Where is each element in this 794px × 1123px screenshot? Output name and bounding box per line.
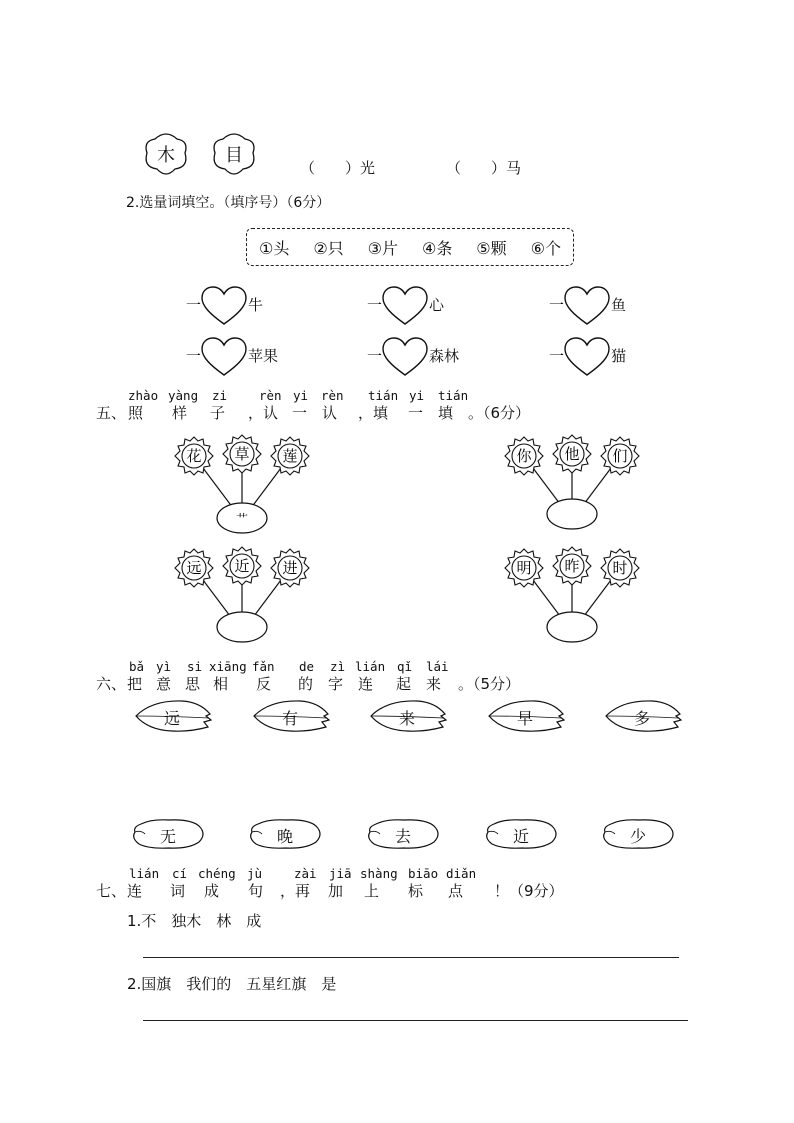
heart-item-xin xyxy=(367,286,487,326)
flower-icon xyxy=(505,437,543,475)
cloud-char-2: 目 xyxy=(225,145,243,166)
q6-py-4: fǎn xyxy=(252,659,275,674)
flower-char: 你 xyxy=(516,447,532,465)
q2-title: 2.选量词填空。（填序号）（6分） xyxy=(126,195,331,211)
leaf-char-1: 远 xyxy=(164,709,181,728)
center-radical: 艹 xyxy=(235,512,249,526)
q7-py-3: jù xyxy=(247,866,263,881)
q7-hz-8: 点 xyxy=(448,882,464,900)
yi-label: 一 xyxy=(367,296,383,314)
q5-hz-3: ，认 xyxy=(248,404,279,422)
q5-py-5: rèn xyxy=(321,388,344,403)
center-oval[interactable] xyxy=(547,499,597,529)
flower-char: 明 xyxy=(516,559,532,577)
flower-icon xyxy=(271,549,309,587)
yi-label: 一 xyxy=(367,347,383,365)
heart-blank-icon[interactable] xyxy=(563,337,611,377)
leaf-char-5: 多 xyxy=(634,709,651,728)
q7-sentence-1: 1.不 独木 林 成 xyxy=(127,912,262,930)
q5-py-7: yi xyxy=(409,388,425,403)
flower-char: 莲 xyxy=(282,447,298,465)
q6-hz-6: 字 xyxy=(328,675,344,693)
heart-item-yu xyxy=(549,286,669,326)
item-word: 苹果 xyxy=(248,347,279,365)
q7-py-4: zài xyxy=(294,866,317,881)
heart-blank-icon[interactable] xyxy=(200,337,248,377)
leaf-char-4: 早 xyxy=(517,709,534,728)
heart-blank-icon[interactable] xyxy=(381,286,429,326)
leaf-char-2: 有 xyxy=(282,709,299,728)
q7-py-2: chéng xyxy=(198,866,236,881)
q6-py-1: yì xyxy=(156,659,172,674)
heart-blank-icon[interactable] xyxy=(563,286,611,326)
flower-icon xyxy=(553,435,591,473)
q6-hz-0: 把 xyxy=(127,675,143,693)
q5-hz-0: 照 xyxy=(128,404,144,422)
q7-py-5: jiā xyxy=(329,866,352,881)
flower-char: 远 xyxy=(186,559,202,577)
center-oval[interactable] xyxy=(547,612,597,642)
leaf-char-3: 来 xyxy=(399,709,416,728)
q7-hz-6: 上 xyxy=(364,882,380,900)
q6-hz-5: 的 xyxy=(298,675,314,693)
q5-heading xyxy=(96,388,556,428)
flower-char: 近 xyxy=(234,557,250,575)
q6-py-7: lián xyxy=(355,659,386,674)
flower-char: 花 xyxy=(186,447,202,465)
q7-py-8: diǎn xyxy=(446,866,477,881)
flower-icon xyxy=(223,435,261,473)
flower-tree-group-4 xyxy=(500,544,650,648)
choice-4: ④条 xyxy=(421,238,453,258)
q6-py-8: qǐ xyxy=(397,659,413,674)
q5-hz-1: 样 xyxy=(172,404,188,422)
q6-py-0: bǎ xyxy=(129,659,145,674)
q6-py-9: lái xyxy=(426,659,449,674)
heart-item-niu xyxy=(186,286,306,326)
q6-label: 六、 xyxy=(96,675,127,693)
blank-guang: （ ）光 xyxy=(300,159,376,177)
cloud-char-bottom-3: 去 xyxy=(395,827,412,846)
q7-hz-2: 成 xyxy=(204,882,220,900)
flower-icon xyxy=(553,547,591,585)
measure-word-choices xyxy=(246,228,574,266)
heart-blank-icon[interactable] xyxy=(200,286,248,326)
q7-py-0: lián xyxy=(129,866,160,881)
flower-tree-group-3 xyxy=(170,544,320,648)
cloud-char-bottom-2: 晚 xyxy=(277,827,294,846)
q5-py-2: zi xyxy=(212,388,228,403)
flower-char: 进 xyxy=(282,559,298,577)
q6-py-6: zì xyxy=(330,659,346,674)
q6-hz-2: 思 xyxy=(185,675,201,693)
flower-icon xyxy=(505,549,543,587)
flower-char: 时 xyxy=(612,559,628,577)
q6-hz-3: 相 xyxy=(213,675,229,693)
q7-sentence-2: 2.国旗 我们的 五星红旗 是 xyxy=(127,975,337,993)
choice-1: ①头 xyxy=(258,238,290,258)
q5-hz-5: 认 xyxy=(322,404,338,422)
heart-item-pingguo xyxy=(186,337,306,377)
q5-suffix: 。（6分） xyxy=(468,404,531,422)
q6-hz-8: 起 xyxy=(396,675,412,693)
cloud-char-1: 木 xyxy=(157,145,175,166)
q7-hz-5: 加 xyxy=(328,882,344,900)
q5-py-0: zhào xyxy=(128,388,159,403)
q7-py-1: cí xyxy=(172,866,188,881)
q5-py-8: tián xyxy=(438,388,469,403)
choice-2: ②只 xyxy=(313,238,344,258)
q5-py-3: rèn xyxy=(259,388,282,403)
flower-icon xyxy=(601,437,639,475)
center-oval[interactable] xyxy=(217,612,267,642)
flower-tree-group-2 xyxy=(500,432,650,536)
q6-py-3: xiāng xyxy=(209,659,247,674)
q5-py-4: yi xyxy=(293,388,309,403)
q6-heading xyxy=(96,659,576,699)
yi-label: 一 xyxy=(186,347,202,365)
q6-hz-7: 连 xyxy=(358,675,374,693)
item-word: 森林 xyxy=(429,347,460,365)
cloud-char-bottom-5: 少 xyxy=(630,827,647,846)
choice-5: ⑤颗 xyxy=(476,238,507,258)
flower-icon xyxy=(223,547,261,585)
q6-suffix: 。（5分） xyxy=(458,675,521,693)
q7-suffix: ！（9分） xyxy=(494,882,564,900)
q7-hz-1: 词 xyxy=(170,882,186,900)
q6-hz-9: 来 xyxy=(426,675,442,693)
item-word: 猫 xyxy=(611,347,627,365)
q5-label: 五、 xyxy=(96,404,127,422)
heart-blank-icon[interactable] xyxy=(381,337,429,377)
q7-hz-0: 连 xyxy=(127,882,143,900)
flower-icon xyxy=(271,437,309,475)
choice-3: ③片 xyxy=(367,238,398,258)
q5-py-6: tián xyxy=(368,388,399,403)
q5-hz-2: 子 xyxy=(210,404,226,422)
q6-py-2: si xyxy=(187,659,203,674)
yi-label: 一 xyxy=(186,296,202,314)
q6-hz-4: 反 xyxy=(256,675,272,693)
q5-hz-6: ，填 xyxy=(358,404,389,422)
q7-py-6: shàng xyxy=(360,866,398,881)
q7-py-7: biāo xyxy=(408,866,439,881)
flower-icon xyxy=(601,549,639,587)
answer-line-2[interactable] xyxy=(143,1020,688,1021)
cloud-char-bottom-1: 无 xyxy=(160,827,177,846)
choice-6: ⑥个 xyxy=(530,238,561,258)
flower-char: 草 xyxy=(234,445,250,463)
q5-hz-7: 一 xyxy=(408,404,424,422)
q7-hz-3: 句 xyxy=(248,882,264,900)
item-word: 心 xyxy=(429,296,445,314)
flower-tree-group-1 xyxy=(170,432,320,536)
flower-char: 他 xyxy=(564,445,580,463)
answer-line-1[interactable] xyxy=(143,957,679,958)
q7-heading xyxy=(96,866,576,906)
flower-char: 们 xyxy=(612,447,628,465)
q5-hz-4: 一 xyxy=(292,404,308,422)
blank-ma: （ ）马 xyxy=(446,159,522,177)
q7-hz-4: ，再 xyxy=(280,882,311,900)
flower-char: 昨 xyxy=(564,557,580,575)
flower-icon xyxy=(175,437,213,475)
flower-icon xyxy=(175,549,213,587)
q6-py-5: de xyxy=(299,659,315,674)
q7-hz-7: 标 xyxy=(408,882,424,900)
q7-label: 七、 xyxy=(96,882,127,900)
heart-item-senlin xyxy=(367,337,487,377)
heart-item-mao xyxy=(549,337,669,377)
q6-hz-1: 意 xyxy=(156,675,172,693)
q5-py-1: yàng xyxy=(168,388,199,403)
cloud-char-bottom-4: 近 xyxy=(513,827,530,846)
q5-hz-8: 填 xyxy=(438,404,454,422)
yi-label: 一 xyxy=(549,296,565,314)
item-word: 鱼 xyxy=(611,296,627,314)
item-word: 牛 xyxy=(248,296,264,314)
yi-label: 一 xyxy=(549,347,565,365)
